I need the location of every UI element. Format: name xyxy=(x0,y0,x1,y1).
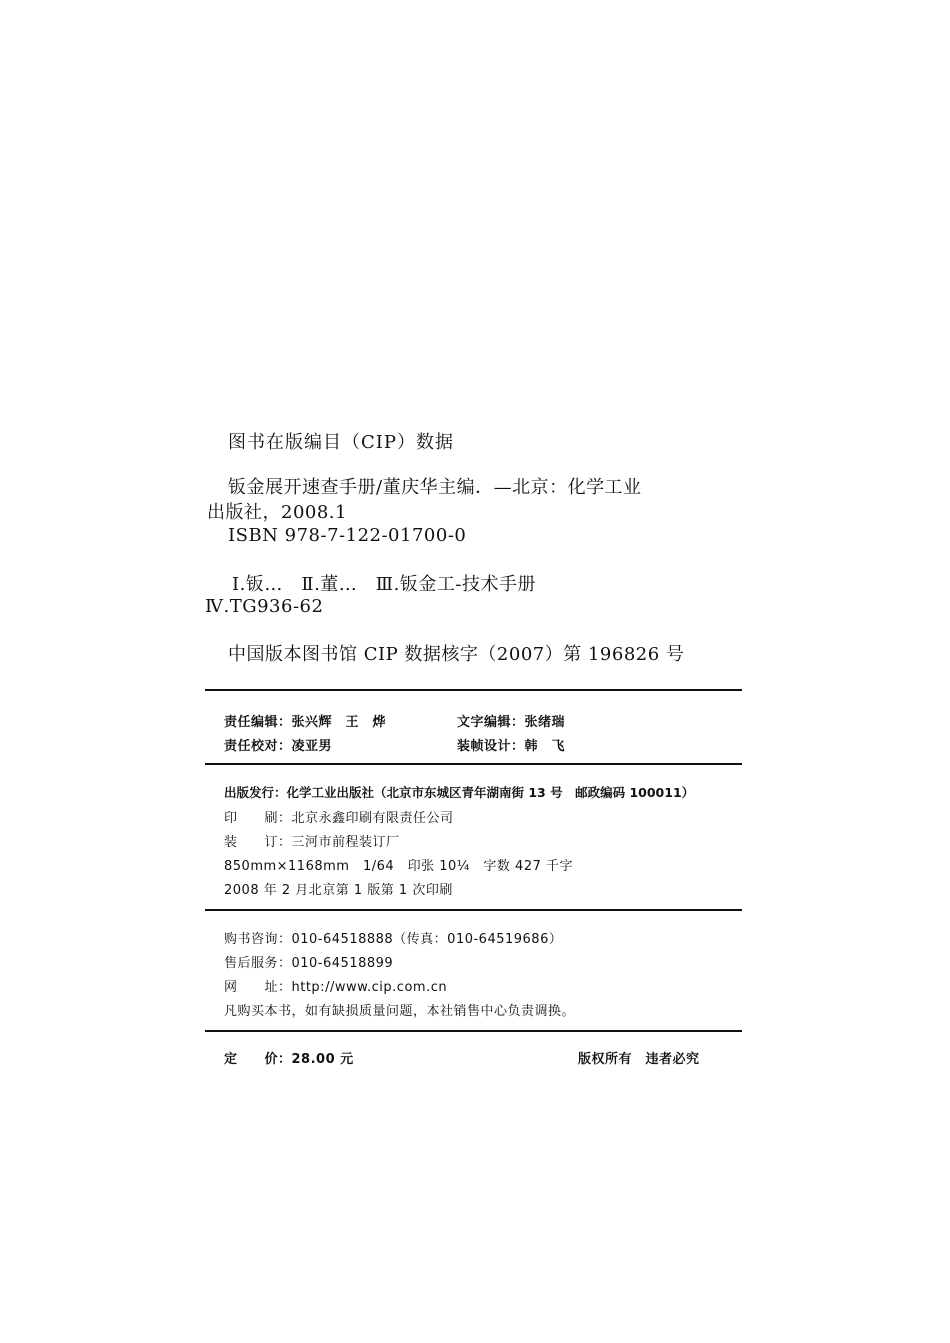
copyright: 版权所有 违者必究 xyxy=(578,1052,700,1067)
divider-3 xyxy=(205,909,742,911)
cip-line-2: 出版社，2008.1 xyxy=(207,502,347,523)
notice: 凡购买本书，如有缺损质量问题，本社销售中心负责调换。 xyxy=(224,1004,576,1019)
divider-4 xyxy=(205,1030,742,1032)
purchase-contact: 购书咨询：010-64518888（传真：010-64519686） xyxy=(224,932,563,947)
after-sales: 售后服务：010-64518899 xyxy=(224,956,394,971)
website: 网 址：http://www.cip.com.cn xyxy=(224,980,448,995)
printer: 印 刷：北京永鑫印刷有限责任公司 xyxy=(224,811,454,826)
binder: 装 订：三河市前程装订厂 xyxy=(224,835,400,850)
publisher: 出版发行：化学工业出版社（北京市东城区青年湖南街 13 号 邮政编码 100011） xyxy=(224,785,695,800)
cip-isbn: ISBN 978-7-122-01700-0 xyxy=(228,525,467,546)
divider-1 xyxy=(205,689,742,691)
designer: 装帧设计：韩 飞 xyxy=(457,739,566,754)
price: 定 价：28.00 元 xyxy=(224,1052,354,1067)
proofreader: 责任校对：凌亚男 xyxy=(224,739,333,754)
edition: 2008 年 2 月北京第 1 版第 1 次印刷 xyxy=(224,883,453,898)
text-editor: 文字编辑：张绪瑞 xyxy=(457,715,566,730)
cip-record: 中国版本图书馆 CIP 数据核字（2007）第 196826 号 xyxy=(228,644,685,665)
responsible-editor: 责任编辑：张兴辉 王 烨 xyxy=(224,715,387,730)
format: 850mm×1168mm 1/64 印张 10¼ 字数 427 千字 xyxy=(224,859,573,874)
cip-subjects: Ⅰ.钣… Ⅱ.董… Ⅲ.钣金工-技术手册 xyxy=(232,574,536,595)
cip-class: Ⅳ.TG936-62 xyxy=(205,596,324,617)
cip-heading: 图书在版编目（CIP）数据 xyxy=(228,432,454,453)
divider-2 xyxy=(205,763,742,765)
cip-line-1: 钣金展开速查手册/董庆华主编．—北京：化学工业 xyxy=(228,477,642,498)
